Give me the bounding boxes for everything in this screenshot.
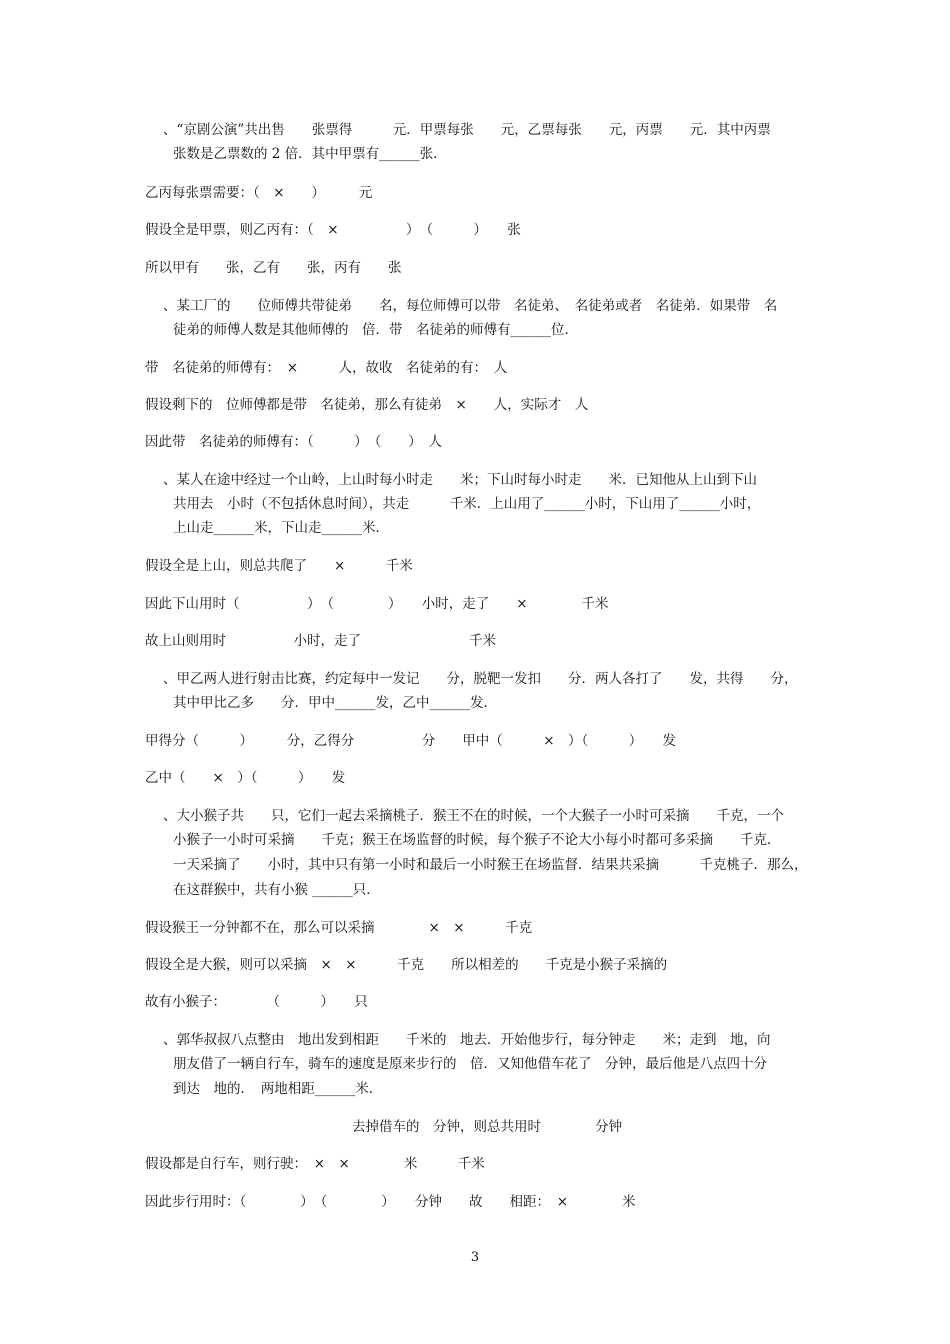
- q6-line-2: 朋友借了一辆自行车，骑车的速度是原来步行的 倍．又知他借车花了 分钟，最后他是八点四十分: [173, 1056, 767, 1072]
- q3-solution-2: 因此下山用时（ ） （ ） 小时，走了 × 千米: [145, 596, 609, 612]
- q6-solution-center: 去掉借车的 分钟，则总共用时 分钟: [352, 1119, 622, 1135]
- q2-solution-1: 带 名徒弟的师傅有： × 人，故收 名徒弟的有： 人: [145, 360, 508, 376]
- q2-solution-3: 因此带 名徒弟的师傅有：（ ） （ ） 人: [145, 434, 442, 450]
- q1-solution-2: 假设全是甲票，则乙丙有：（ × ） （ ） 张: [145, 222, 521, 238]
- q4-solution-2: 乙中（ × ）（ ） 发: [145, 770, 346, 786]
- q1-line-1: 、“京剧公演”共出售 张票得 元．甲票每张 元，乙票每张 元，丙票 元．其中丙票: [163, 122, 771, 138]
- q5-line-2: 小猴子一小时可采摘 千克；猴王在场监督的时候，每个猴子不论大小每小时都可多采摘 千克．: [173, 832, 781, 848]
- q1-line-2: 张数是乙票数的 2 倍．其中甲票有______张．: [173, 146, 447, 162]
- q2-line-1: 、某工厂的 位师傅共带徒弟 名，每位师傅可以带 名徒弟、 名徒弟或者 名徒弟．如果带 名: [163, 298, 778, 314]
- q4-solution-1: 甲得分（ ） 分，乙得分 分 甲中（ × ）（ ） 发: [145, 733, 677, 749]
- q2-line-2: 徒弟的师傅人数是其他师傅的 倍．带 名徒弟的师傅有______位．: [173, 322, 578, 338]
- q6-solution-1: 假设都是自行车，则行驶： × × 米 千米: [145, 1156, 485, 1172]
- q4-line-2: 其中甲比乙多 分．甲中______发，乙中______发．: [173, 695, 497, 711]
- q5-solution-3: 故有小猴子： （ ） 只: [145, 994, 368, 1010]
- q5-line-1: 、大小猴子共 只，它们一起去采摘桃子．猴王不在的时候，一个大猴子一小时可采摘 千克，一个: [163, 808, 784, 824]
- q6-solution-2: 因此步行用时：（ ） （ ） 分钟 故 相距： × 米: [145, 1194, 636, 1210]
- q1-solution-1: 乙丙每张票需要：（ × ） 元: [145, 185, 373, 201]
- q6-line-3: 到达 地的． 两地相距______米．: [173, 1081, 383, 1097]
- q3-line-3: 上山走______米，下山走______米．: [173, 520, 389, 536]
- q3-solution-3: 故上山则用时 小时，走了 千米: [145, 633, 496, 649]
- q5-line-4: 在这群猴中，共有小猴 ______只．: [173, 882, 380, 898]
- q5-solution-1: 假设猴王一分钟都不在，那么可以采摘 × × 千克: [145, 920, 533, 936]
- q4-line-1: 、甲乙两人进行射击比赛，约定每中一发记 分，脱靶一发扣 分．两人各打了 发，共得 分，: [163, 671, 798, 687]
- q3-solution-1: 假设全是上山，则总共爬了 × 千米: [145, 558, 413, 574]
- page-number: 3: [470, 1250, 480, 1265]
- q5-solution-2: 假设全是大猴，则可以采摘 × × 千克 所以相差的 千克是小猴子采摘的: [145, 957, 668, 973]
- q5-line-3: 一天采摘了 小时，其中只有第一小时和最后一小时猴王在场监督．结果共采摘 千克桃子．那么，: [173, 857, 808, 873]
- q2-solution-2: 假设剩下的 位师傅都是带 名徒弟，那么有徒弟 × 人，实际才 人: [145, 397, 589, 413]
- q6-line-1: 、郭华叔叔八点整由 地出发到相距 千米的 地去．开始他步行，每分钟走 米；走到 地，向: [163, 1032, 771, 1048]
- q3-line-2: 共用去 小时（不包括休息时间），共走 千米．上山用了______小时，下山用了______小时，: [173, 496, 761, 512]
- q3-line-1: 、某人在途中经过一个山岭，上山时每小时走 米；下山时每小时走 米．已知他从上山到下山: [163, 472, 757, 488]
- q1-solution-3: 所以甲有 张，乙有 张，丙有 张: [145, 260, 402, 276]
